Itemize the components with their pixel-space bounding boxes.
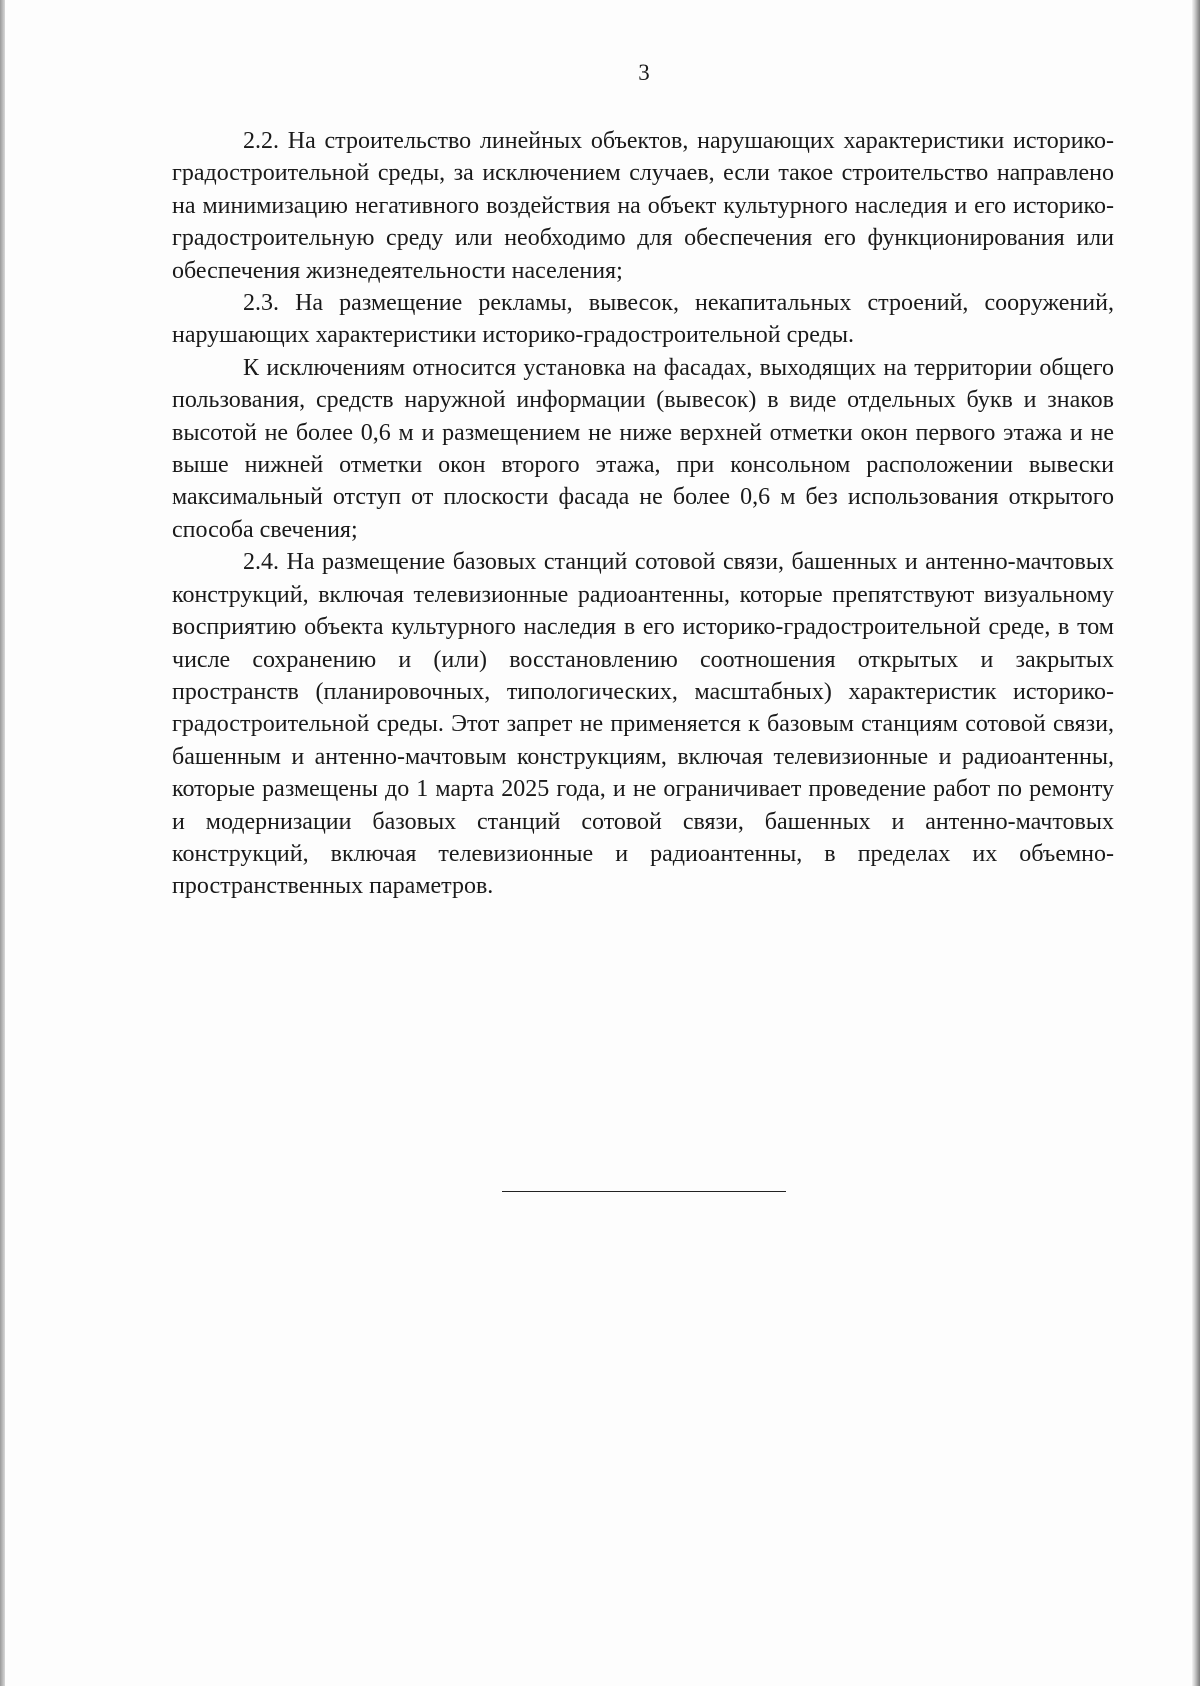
scan-edge-left [0, 0, 5, 1686]
paragraph-2-2: 2.2. На строительство линейных объектов, нарушающих характеристики историко-градостроительной среды, за исключением случаев, если такое строительство направлено на минимизацию негативного воздействия на объект культурного наследия и его историко-градостроительную среду или необходимо для обеспечения его функционирования или обеспечения жизнедеятельности населения; [172, 128, 1114, 284]
scan-edge-right [1192, 0, 1200, 1686]
page-number: 3 [638, 60, 650, 85]
document-body [172, 125, 1114, 903]
paragraph-2-3: 2.3. На размещение рекламы, вывесок, некапитальных строений, сооружений, нарушающих характеристики историко-градостроительной среды. [172, 290, 1114, 349]
end-of-text-rule [502, 1191, 786, 1192]
paragraph-2-4: 2.4. На размещение базовых станций сотовой связи, башенных и антенно-мачтовых конструкций, включая телевизионные радиоантенны, которые препятствуют визуальному восприятию объекта культурного наследия в его историко-градостроительной среде, в том числе сохранению и (или) восстановлению соотношения открытых и закрытых пространств (планировочных, типологических, масштабных) характеристик историко-градостроительной среды. Этот запрет не применяется к базовым станциям сотовой связи, башенным и антенно-мачтовым конструкциям, включая телевизионные и радиоантенны, которые размещены до 1 марта 2025 года, и не ограничивает проведение работ по ремонту и модернизации базовых станций сотовой связи, башенных и антенно-мачтовых конструкций, включая телевизионные и радиоантенны, в пределах их объемно-пространственных параметров. [172, 549, 1114, 900]
paragraph-exceptions: К исключениям относится установка на фасадах, выходящих на территории общего пользования, средств наружной информации (вывесок) в виде отдельных букв и знаков высотой не более 0,6 м и размещением не ниже верхней отметки окон первого этажа и не выше нижней отметки окон второго этажа, при консольном расположении вывески максимальный отступ от плоскости фасада не более 0,6 м без использования открытого способа свечения; [172, 354, 1114, 543]
